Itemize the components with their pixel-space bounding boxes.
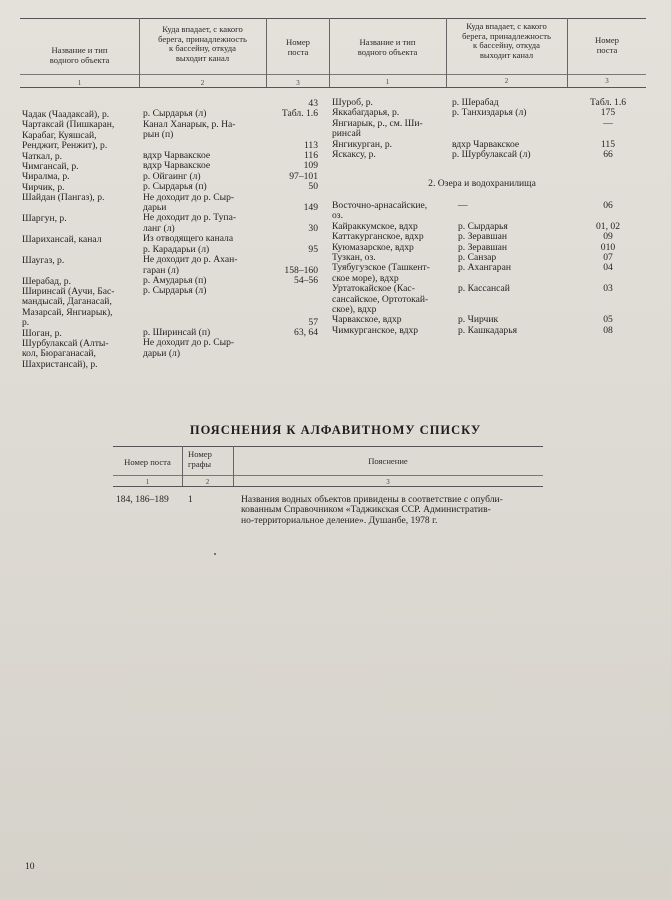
table2-colnum-3: 3 [386, 478, 390, 486]
lakes-subsection-heading: 2. Озера и водохранилища [428, 178, 536, 189]
table2-colnum-2: 2 [205, 478, 210, 486]
header-where-right: Куда впадает, с какого берега, принадлежность к бассейну, откуда выходит канал [462, 21, 551, 60]
table1-header-rule [20, 74, 646, 75]
table1-col-divider [266, 18, 267, 87]
colnum-2-left: 2 [200, 79, 205, 87]
header-post-left: Номер поста [286, 37, 310, 57]
left-post-column: 43 Табл. 1.6 113 116 109 97–101 50 149 30 95 158–160 54–56 57 63, 64 [281, 98, 318, 338]
colnum-1-left: 1 [77, 79, 82, 87]
table2-header-rule [113, 475, 543, 476]
table2-header-graph: Номер графы [188, 449, 212, 469]
table1-middle-divider [329, 18, 330, 87]
table1-colnum-rule [20, 87, 646, 88]
colnum-3-left: 3 [296, 79, 300, 87]
lakes-names-column: Восточно-арнасайские, оз. Кайраккумское, вдхр Каттакурганское, вдхр Куюмазарское, вдхр Тузкан, оз. Туябугузское (Ташкент- ское море), вдхр Уртатокайское (Кас- сансайское, Ортотокай- ское), вдхр Чарвакское, вдхр Чимкурганское, вдхр [332, 200, 430, 336]
colnum-2-right: 2 [504, 77, 509, 85]
table2-row-note: Названия водных объектов привидены в соответствие с опубли- кованным Справочником «Таджикская ССР. Административ- но-территориальное деление». Душанбе, 1978 г. [241, 494, 503, 526]
header-post-right: Номер поста [595, 35, 619, 55]
print-speck [214, 553, 216, 555]
colnum-3-right: 3 [605, 77, 609, 85]
table2-colnum-1: 1 [145, 478, 150, 486]
right-post-column: Табл. 1.6 175 — 115 66 [589, 97, 627, 161]
section-title: ПОЯСНЕНИЯ К АЛФАВИТНОМУ СПИСКУ [189, 423, 482, 437]
left-where-column: р. Сырдарья (л) Канал Ханарык, р. На- рын (п) вдхр Чарвакское вдхр Чарвакское р. Ойгаинг (л) р. Сырдарья (п) Не доходит до р. Сыр- дарьи Не доходит до р. Тупа- ланг (л) Из отводящего канала р. Карадарьи (л) Не доходит до р. Ахан- гаран (л) р. Амударья (п) р. Сырдарья (л) р. Ширинсай (п) Не доходит до р. Сыр- дарьи (л) [143, 108, 238, 359]
table2-header-post: Номер поста [124, 457, 171, 467]
table2-header-note: Пояснение [368, 456, 408, 466]
page-number: 10 [25, 861, 35, 872]
table1-col-divider [567, 18, 568, 87]
right-where-column: р. Шерабад р. Танхиздарья (л) вдхр Чарвакское р. Шурбулаксай (л) [452, 97, 531, 161]
table2-top-rule [113, 446, 543, 447]
table2-row-post: 184, 186–189 [116, 494, 169, 505]
lakes-where-column: — р. Сырдарья р. Зеравшан р. Зеравшан р. Санзар р. Ахангаран р. Кассансай р. Чирчик р. Кашкадарья [458, 200, 518, 336]
table1-top-rule [20, 18, 646, 19]
left-names-column: Чадак (Чаадаксай), р. Чартаксай (Пишкаран, Карабаг, Куяшсай, Ренджит, Ренжит), р. Чаткал, р. Чимгансай, р. Чиралма, р. Чирчик, р. Шайдан (Пангаз), р. Шаргун, р. Шарихансай, канал Шаугаз, р. Шерабад, р. Ширинсай (Аучи, Бас- мандысай, Даганасай, Мазарсай, Янгиарык), р. Шоган, р. Шурбулаксай (Алты- кол, Бюраганасай, Шахристансай), р. [22, 109, 115, 370]
header-where-left: Куда впадает, с какого берега, принадлежность к бассейну, откуда выходит канал [158, 24, 247, 63]
table1-col-divider [139, 18, 140, 87]
table2-colnum-rule [113, 486, 543, 487]
colnum-1-right: 1 [385, 78, 390, 86]
table2-row-graph: 1 [188, 494, 193, 505]
lakes-post-column: 06 01, 02 09 010 07 04 03 05 08 [596, 200, 620, 336]
header-name-right: Название и тип водного объекта [357, 37, 418, 57]
header-name-left: Название и тип водного объекта [49, 45, 110, 65]
table1-col-divider [446, 18, 447, 87]
right-names-column: Шуроб, р. Яккабагдарья, р. Янгиарык, р., см. Ши- ринсай Янгикурган, р. Яскаксу, р. [332, 97, 423, 161]
